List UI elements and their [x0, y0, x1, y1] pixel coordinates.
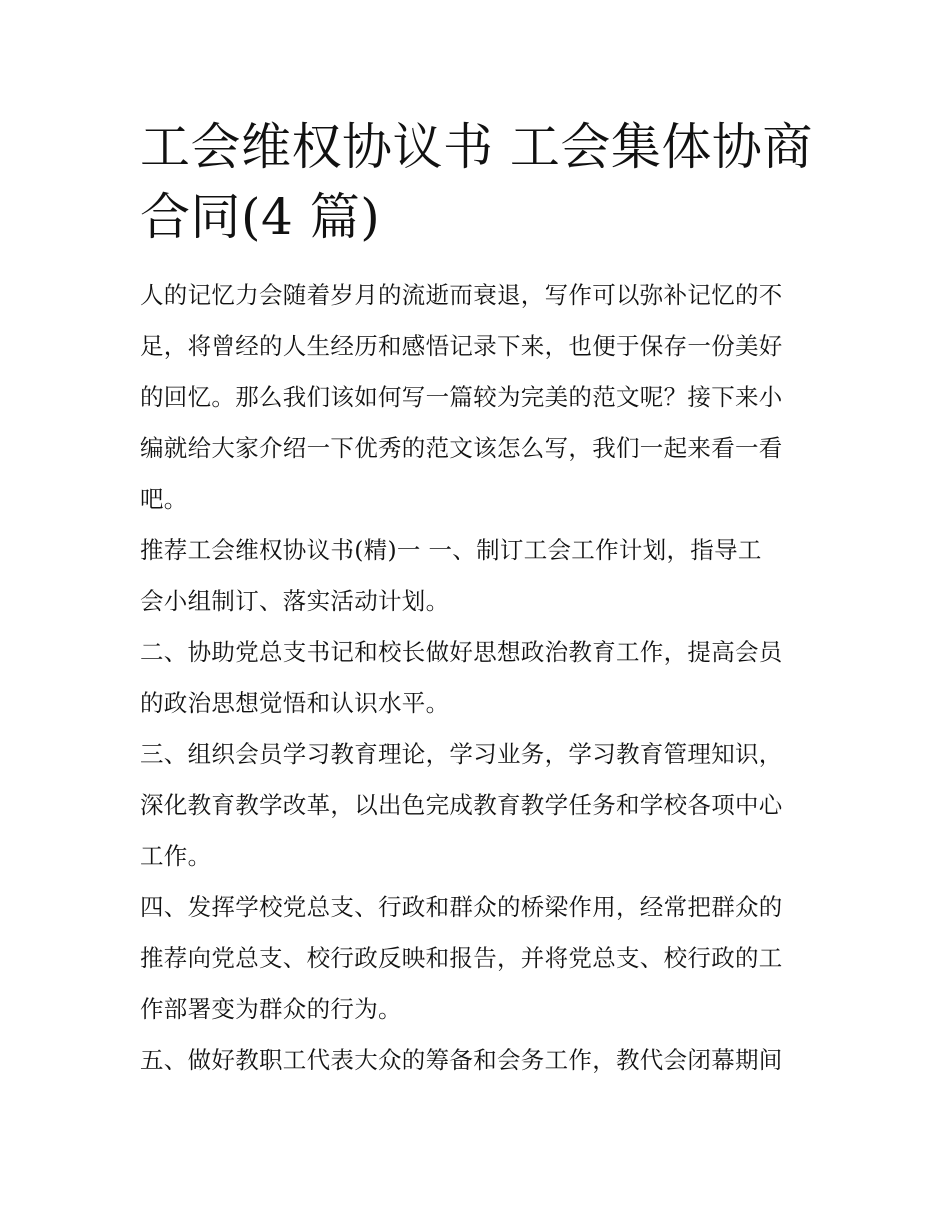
section-one-paragraph — [140, 525, 812, 627]
text-line: 人的记忆力会随着岁月的流逝而衰退，写作可以弥补记忆的不 — [140, 281, 783, 309]
section-two-paragraph — [140, 627, 812, 729]
document-title — [140, 112, 812, 252]
text-line: 作部署变为群众的行为。 — [140, 995, 402, 1023]
section-three-paragraph — [140, 729, 812, 882]
document-page — [140, 112, 812, 1086]
title-line: 工会维权协议书 工会集体协商 — [140, 118, 813, 176]
intro-paragraph — [140, 270, 812, 525]
text-line: 推荐向党总支、校行政反映和报告，并将党总支、校行政的工 — [140, 944, 783, 972]
section-four-paragraph — [140, 882, 812, 1035]
section-five-paragraph — [140, 1035, 812, 1086]
text-line: 三、组织会员学习教育理论，学习业务，学习教育管理知识， — [140, 740, 783, 768]
text-line: 会小组制订、落实活动计划。 — [140, 587, 450, 615]
text-line: 的回忆。那么我们该如何写一篇较为完美的范文呢？接下来小 — [140, 383, 783, 411]
text-line: 的政治思想觉悟和认识水平。 — [140, 689, 450, 717]
text-line: 五、做好教职工代表大众的筹备和会务工作，教代会闭幕期间 — [140, 1046, 783, 1074]
text-line: 编就给大家介绍一下优秀的范文该怎么写，我们一起来看一看 — [140, 434, 783, 462]
text-line: 工作。 — [140, 842, 212, 870]
text-line: 四、发挥学校党总支、行政和群众的桥梁作用，经常把群众的 — [140, 893, 783, 921]
title-line: 合同(4 篇) — [140, 188, 381, 246]
text-line: 二、协助党总支书记和校长做好思想政治教育工作，提高会员 — [140, 638, 783, 666]
text-line: 深化教育教学改革，以出色完成教育教学任务和学校各项中心 — [140, 791, 783, 819]
text-line: 吧。 — [140, 485, 188, 513]
title-spacing — [140, 252, 812, 270]
text-line: 足，将曾经的人生经历和感悟记录下来，也便于保存一份美好 — [140, 332, 783, 360]
text-line: 推荐工会维权协议书(精)一 一、制订工会工作计划，指导工 — [140, 536, 762, 564]
